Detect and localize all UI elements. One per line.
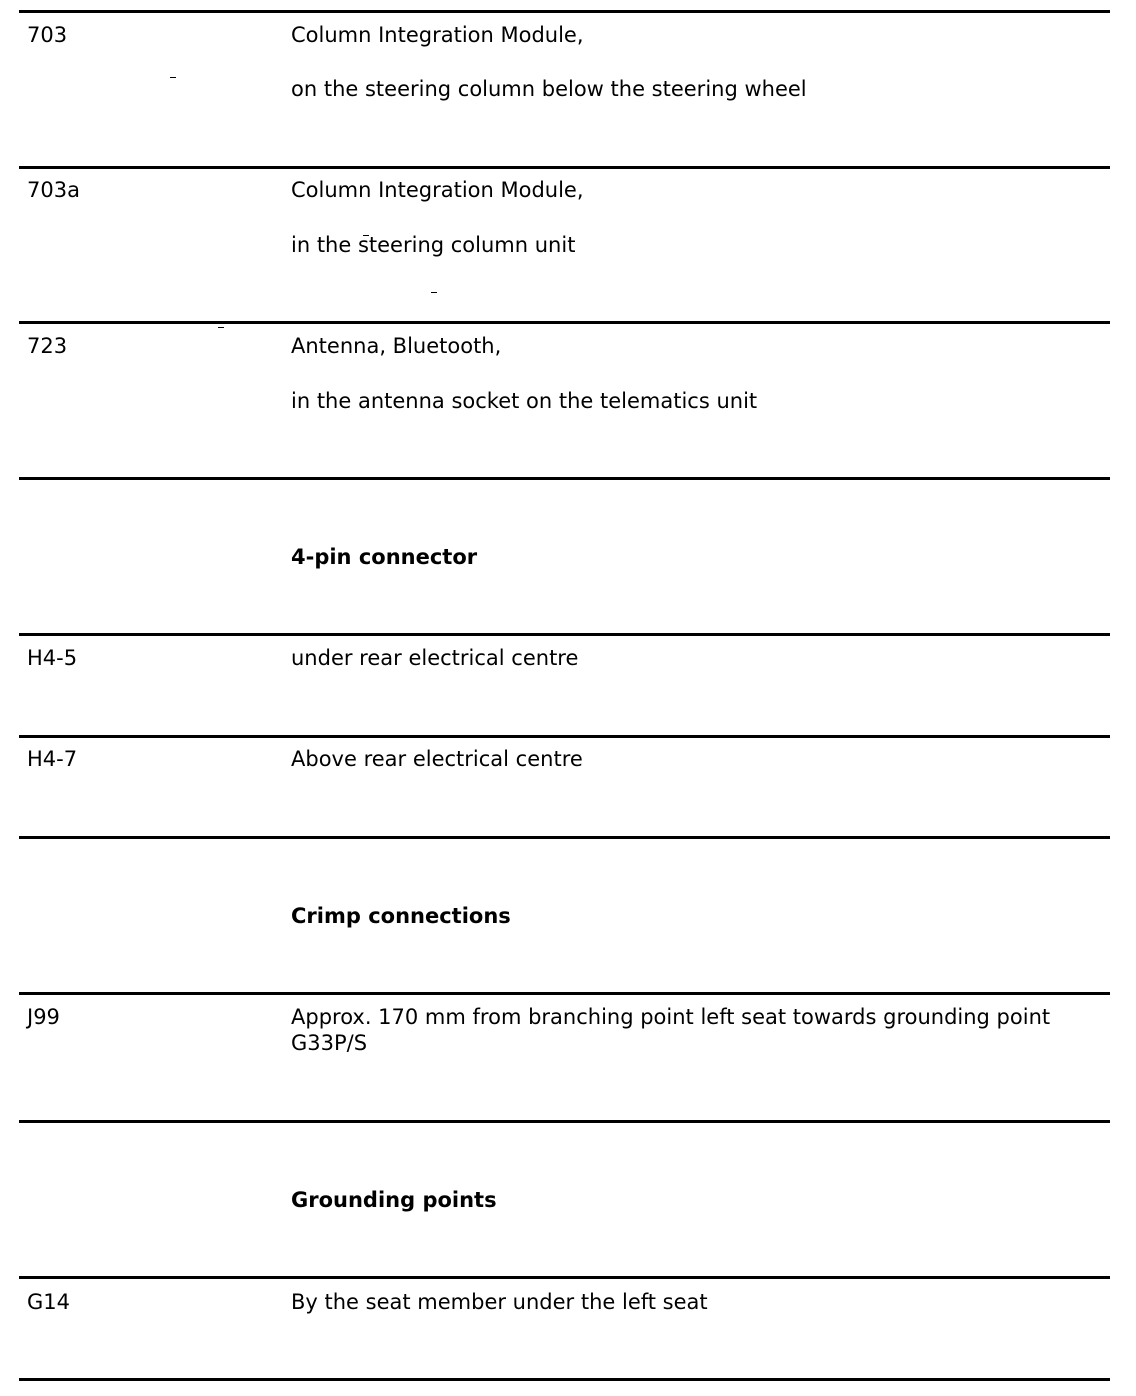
- table-rule: [19, 735, 1110, 738]
- grounding-code: G14: [27, 1290, 70, 1314]
- table-rule: [19, 1120, 1110, 1123]
- table-rule: [19, 321, 1110, 324]
- crimp-code: J99: [27, 1005, 60, 1029]
- section-heading-grounding: Grounding points: [291, 1188, 497, 1212]
- component-code: 703: [27, 23, 68, 47]
- section-heading-crimp: Crimp connections: [291, 904, 511, 928]
- table-rule: [19, 1276, 1110, 1279]
- scan-mark: [170, 77, 176, 78]
- table-rule: [19, 992, 1110, 995]
- component-name: Antenna, Bluetooth,: [291, 334, 502, 358]
- scan-mark: [431, 292, 437, 293]
- connector-location: Above rear electrical centre: [291, 747, 583, 771]
- table-rule: [19, 10, 1110, 13]
- table-rule: [19, 477, 1110, 480]
- table-rule: [19, 1378, 1110, 1381]
- crimp-location: Approx. 170 mm from branching point left seat towards grounding point G33P/S: [291, 1005, 1051, 1055]
- connector-code: H4-7: [27, 747, 78, 771]
- grounding-location: By the seat member under the left seat: [291, 1290, 708, 1314]
- component-location: in the antenna socket on the telematics unit: [291, 389, 758, 413]
- connector-location: under rear electrical centre: [291, 646, 579, 670]
- component-code: 723: [27, 334, 68, 358]
- component-location: on the steering column below the steering wheel: [291, 77, 807, 101]
- table-rule: [19, 836, 1110, 839]
- table-rule: [19, 166, 1110, 169]
- table-rule: [19, 633, 1110, 636]
- section-heading-connector: 4-pin connector: [291, 545, 478, 569]
- component-location: in the steering column unit: [291, 233, 576, 257]
- connector-code: H4-5: [27, 646, 78, 670]
- component-code: 703a: [27, 178, 80, 202]
- component-name: Column Integration Module,: [291, 23, 584, 47]
- scan-mark: [218, 327, 224, 328]
- component-name: Column Integration Module,: [291, 178, 584, 202]
